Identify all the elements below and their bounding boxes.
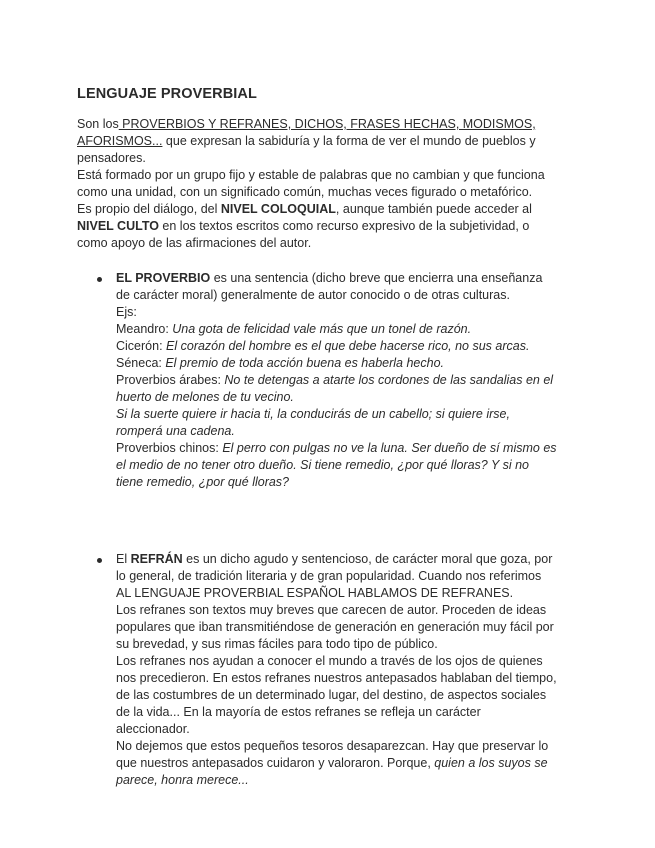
refran-term: REFRÁN: [130, 552, 183, 566]
intro-structure-text: Está formado por un grupo fijo y estable de palabras que no cambian y que funciona como una unidad, con un significado común, muchas veces figurado o metafórico.: [77, 168, 545, 199]
example-quote: Una gota de felicidad vale más que un tonel de razón.: [172, 322, 472, 336]
intro-register-text: [77, 201, 557, 252]
example-arabes: [116, 372, 557, 406]
refran-text: No dejemos que estos pequeños tesoros desaparezcan. Hay que preservar lo que nuestros antepasados cuidaron y valoraron. Porque,: [116, 739, 549, 770]
intro-underlined-terms: PROVERBIOS Y REFRANES, DICHOS, FRASES HECHAS, MODISMOS, AFORISMOS...: [77, 117, 536, 148]
example-seneca: [116, 355, 557, 372]
list-item-refran: [77, 551, 557, 789]
example-author: Meandro:: [116, 322, 173, 336]
refran-quote: quien a los suyos se parece, honra merece...: [116, 756, 548, 787]
intro-text: en los textos escritos como recurso expresivo de la subjetividad, o como apoyo de las afirmaciones del autor.: [77, 219, 530, 250]
refran-paragraph-3: Los refranes nos ayudan a conocer el mundo a través de los ojos de quienes nos precedieron. En estos refranes nuestros antepasados hablaban del tiempo, de las costumbres de un determinado lugar, del destino, de aspectos sociales de la vida... En la mayoría de estos refranes se refleja un carácter aleccionador.: [116, 654, 557, 736]
nivel-coloquial-term: NIVEL COLOQUIAL: [220, 202, 336, 216]
nivel-culto-term: NIVEL CULTO: [77, 219, 159, 233]
examples-label: Ejs:: [116, 305, 137, 319]
example-ciceron: [116, 338, 557, 355]
proverbio-definition: [116, 271, 542, 302]
example-arabes-second: Si la suerte quiere ir hacia ti, la conducirás de un cabello; si quiere irse, romperá una cadena.: [116, 407, 510, 438]
document-body: [77, 86, 557, 789]
example-quote: El perro con pulgas no ve la luna. Ser dueño de sí mismo es el medio de no tener otro dueño. Si tiene remedio, ¿por qué lloras? Y si no tiene remedio, ¿por qué lloras?: [116, 441, 557, 489]
example-meandro: [116, 321, 557, 338]
page-title: LENGUAJE PROVERBIAL: [77, 86, 257, 102]
refran-paragraph-2: Los refranes son textos muy breves que carecen de autor. Proceden de ideas populares que iban transmitiéndose de generación en generación muy fácil por su brevedad, y sus rimas fáciles para todo tipo de público.: [116, 603, 554, 651]
example-quote: No te detengas a atarte los cordones de las sandalias en el huerto de melones de tu vecino.: [116, 373, 554, 404]
refran-pre-text: El: [116, 552, 131, 566]
example-author: Proverbios chinos:: [116, 441, 223, 455]
intro-text: que expresan la sabiduría y la forma de ver el mundo de pueblos y pensadores.: [77, 134, 536, 165]
example-quote: El premio de toda acción buena es haberla hecho.: [165, 356, 445, 370]
intro-text: , aunque también puede acceder al: [335, 202, 532, 216]
example-author: Séneca:: [116, 356, 166, 370]
proverbio-term: EL PROVERBIO: [116, 271, 211, 285]
example-chinos: [116, 440, 557, 491]
example-quote: El corazón del hombre es el que debe hacerse rico, no sus arcas.: [166, 339, 530, 353]
intro-paragraph: [77, 116, 557, 252]
proverbio-def-text: es una sentencia (dicho breve que encierra una enseñanza de carácter moral) generalmente de autor conocido o de otras culturas.: [116, 271, 543, 302]
example-author: Cicerón:: [116, 339, 167, 353]
list-item-proverbio: [77, 270, 557, 491]
intro-text: Es propio del diálogo, del: [77, 202, 221, 216]
refran-paragraph-4: [116, 738, 557, 789]
refran-definition: [116, 552, 552, 600]
intro-text: Son los: [77, 117, 119, 131]
definitions-list: [77, 270, 557, 789]
refran-def-text: es un dicho agudo y sentencioso, de carácter moral que goza, por lo general, de tradición literaria y de gran popularidad. Cuando nos referimos AL LENGUAJE PROVERBIAL ESPAÑOL HABLAMOS DE REFRANES.: [116, 552, 553, 600]
example-author: Proverbios árabes:: [116, 373, 225, 387]
